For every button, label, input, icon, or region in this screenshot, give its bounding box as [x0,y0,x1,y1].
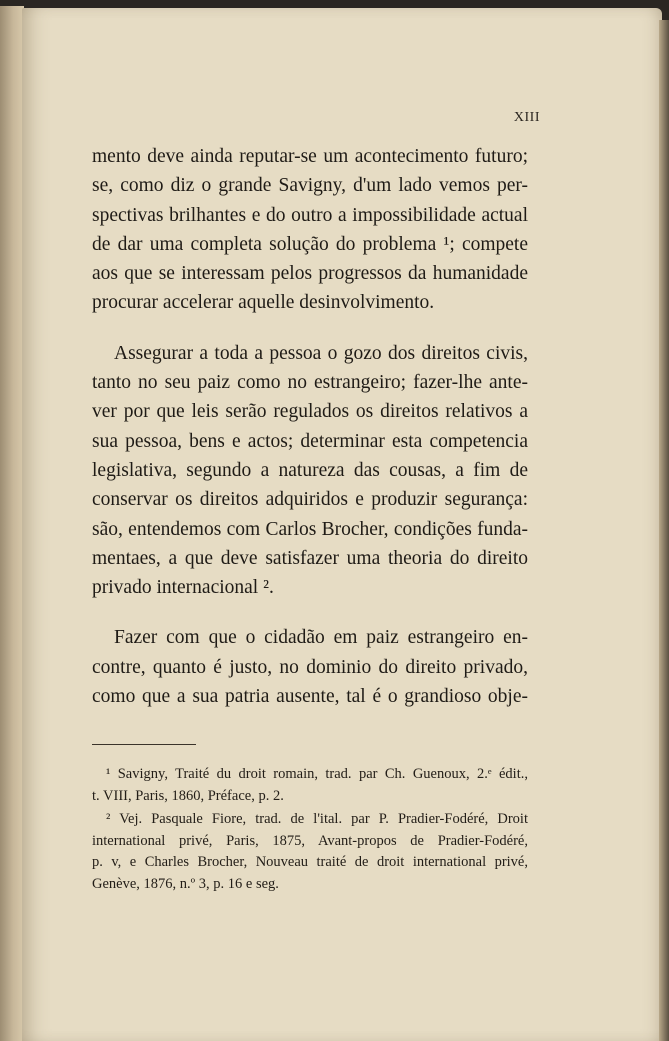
text-line: como que a sua patria ausente, tal é o grandioso obje- [92,686,528,708]
footnote-line: international privé, Paris, 1875, Avant-propos de Pradier-Fodéré, [92,832,528,849]
facing-page-edge [0,6,24,1041]
footnote-line: ² Vej. Pasquale Fiore, trad. de l'ital. par P. Pradier-Fodéré, Droit [106,811,528,827]
text-line: aos que se interessam pelos progressos da humanidade [92,263,528,285]
footnote-separator [92,744,196,745]
text-line: mento deve ainda reputar-se um acontecimento futuro; [92,146,528,167]
text-line: contre, quanto é justo, no dominio do direito privado, [92,656,528,678]
page-right-rim [659,20,669,1041]
text-line: procurar accelerar aquelle desinvolvimento. [92,292,435,314]
paragraph-3 [92,623,528,711]
text-line: de dar uma completa solução do problema ¹; compete [92,233,528,255]
text-line: ver por que leis serão regulados os direitos relativos a [92,401,528,423]
text-line: legislativa, segundo a natureza das cousas, a fim de [92,459,528,481]
text-line: Fazer com que o cidadão em paiz estrangeiro en- [114,627,528,649]
page-number: XIII [513,110,540,125]
text-line: se, como diz o grande Savigny, d'um lado vemos per- [92,175,528,197]
text-line: privado internacional ². [92,577,274,599]
footnote-2 [92,809,528,895]
footnote-line: ¹ Savigny, Traité du droit romain, trad. par Ch. Guenoux, 2.ᵉ édit., [106,766,528,782]
paragraph-1 [92,142,528,318]
footnote-line: Genève, 1876, n.º 3, p. 16 e seg. [92,875,279,892]
text-line: spectivas brilhantes e do outro a impossibilidade actual [92,204,528,226]
footnotes [92,764,528,895]
footnote-1 [92,764,528,807]
paragraph-2 [92,339,528,603]
text-line: mentaes, a que deve satisfazer uma theoria do direito [92,547,528,569]
footnote-line: t. VIII, Paris, 1860, Préface, p. 2. [92,787,284,804]
text-line: Assegurar a toda a pessoa o gozo dos direitos civis, [114,342,528,364]
text-line: sua pessoa, bens e actos; determinar esta competencia [92,430,528,452]
text-line: tanto no seu paiz como no estrangeiro; fazer-lhe ante- [92,372,528,394]
text-line: conservar os direitos adquiridos e produzir segurança: [92,489,528,511]
text-line: são, entendemos com Carlos Brocher, condições funda- [92,518,528,540]
footnote-line: p. v, e Charles Brocher, Nouveau traité de droit international privé, [92,854,528,870]
body-text [92,142,528,711]
